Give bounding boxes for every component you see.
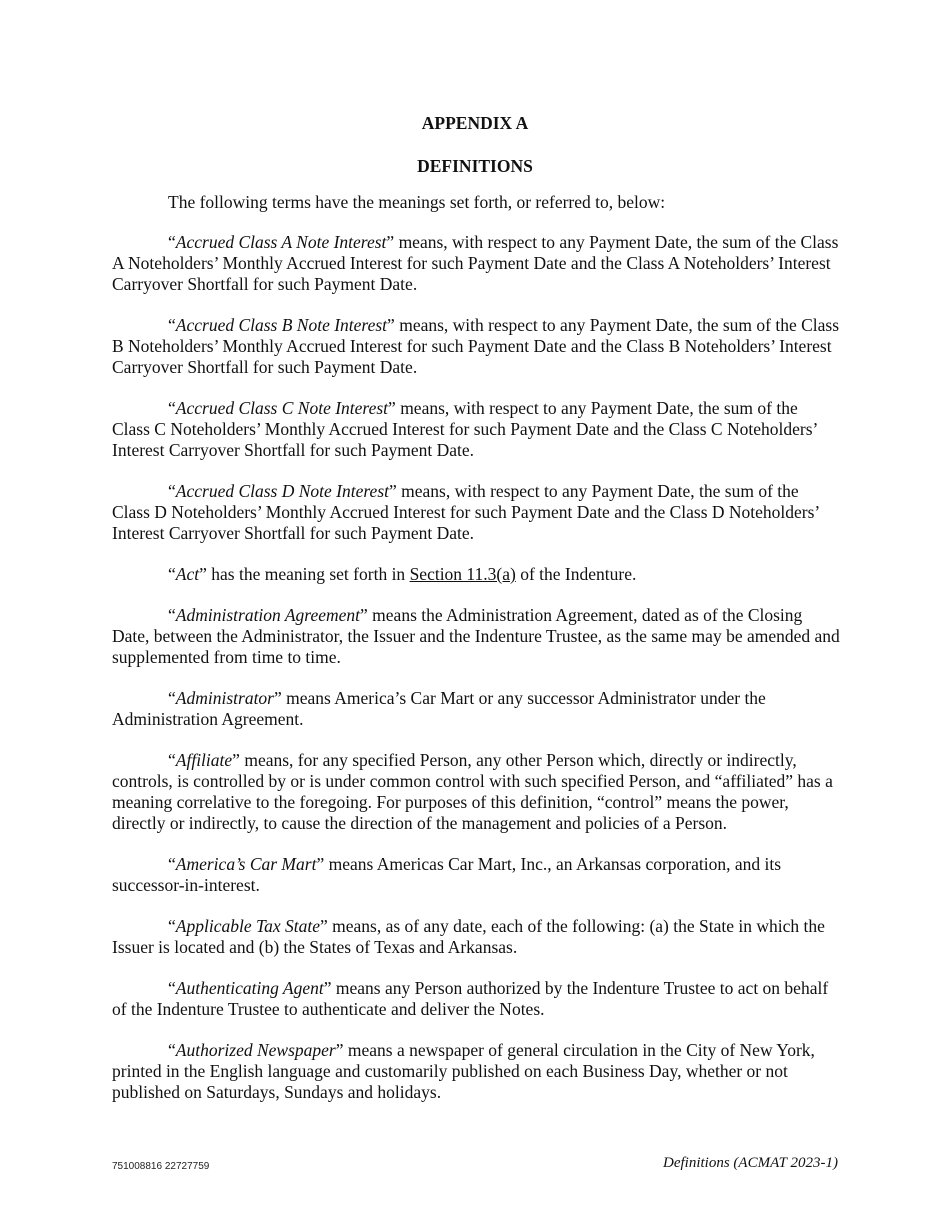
- definition-text: means, for any specified Person, any other Person which, directly or indirectly, controls, is controlled by or is under common control with such specified Person, and “affiliated” has a meaning correlative to the foregoing. For purposes of this definition, “control” means the power, directly or indirectly, to cause the direction of the management and policies of a Person.: [112, 750, 833, 833]
- definition-term: Administration Agreement: [175, 605, 361, 625]
- definition-text: means, as of any date, each of the following: (a) the State in which the Issuer is located and (b) the States of Texas and Arkansas.: [112, 916, 825, 957]
- document-id-footer: 751008816 22727759: [112, 1161, 210, 1172]
- definition-paragraph: “Administrator” means America’s Car Mart or any successor Administrator under the Administration Agreement.: [112, 688, 766, 729]
- section-title: DEFINITIONS: [417, 156, 533, 176]
- definition-paragraph: “Administration Agreement” means the Administration Agreement, dated as of the Closing Date, between the Administrator, the Issuer and the Indenture Trustee, as the same may be amended and supplemented from time to time.: [112, 605, 840, 667]
- definition-paragraph: “Authorized Newspaper” means a newspaper of general circulation in the City of New York, printed in the English language and customarily published on each Business Day, whether or not published on Saturdays, Sundays and holidays.: [112, 1040, 815, 1102]
- appendix-title: APPENDIX A: [421, 113, 529, 133]
- definition-term: Accrued Class C Note Interest: [175, 398, 389, 418]
- definitions-list: [112, 232, 840, 1123]
- definition-term: Accrued Class A Note Interest: [175, 232, 387, 252]
- definition-paragraph: “Act” has the meaning set forth in Section 11.3(a) of the Indenture.: [168, 564, 637, 584]
- definition-paragraph: “Accrued Class C Note Interest” means, with respect to any Payment Date, the sum of the Class C Noteholders’ Monthly Accrued Interest for such Payment Date and the Class C Noteholders’ Interest Carryover Shortfall for such Payment Date.: [112, 398, 818, 460]
- definition-term: Authorized Newspaper: [175, 1040, 336, 1060]
- definition-paragraph: “America’s Car Mart” means Americas Car Mart, Inc., an Arkansas corporation, and its successor-in-interest.: [112, 854, 782, 895]
- definition-paragraph: “Affiliate” means, for any specified Person, any other Person which, directly or indirectly, controls, is controlled by or is under common control with such specified Person, and “affiliated” has a meaning correlative to the foregoing. For purposes of this definition, “control” means the power, directly or indirectly, to cause the direction of the management and policies of a Person.: [112, 750, 833, 833]
- definition-paragraph: “Accrued Class A Note Interest” means, with respect to any Payment Date, the sum of the Class A Noteholders’ Monthly Accrued Interest for such Payment Date and the Class A Noteholders’ Interest Carryover Shortfall for such Payment Date.: [112, 232, 839, 294]
- definition-text: means any Person authorized by the Indenture Trustee to act on behalf of the Indenture Trustee to authenticate and deliver the Notes.: [112, 978, 829, 1019]
- definition-text: means Americas Car Mart, Inc., an Arkansas corporation, and its successor-in-interest.: [112, 854, 782, 895]
- definition-term: Act: [175, 564, 200, 584]
- definition-text-after: of the Indenture.: [515, 564, 637, 584]
- definition-term: Administrator: [175, 688, 274, 708]
- definition-text: means the Administration Agreement, dated as of the Closing Date, between the Administrator, the Issuer and the Indenture Trustee, as the same may be amended and supplemented from time to time.: [112, 605, 840, 667]
- definition-paragraph: “Accrued Class D Note Interest” means, with respect to any Payment Date, the sum of the Class D Noteholders’ Monthly Accrued Interest for such Payment Date and the Class D Noteholders’ Interest Carryover Shortfall for such Payment Date.: [112, 481, 819, 543]
- document-title-footer: Definitions (ACMAT 2023-1): [663, 1155, 838, 1171]
- definition-paragraph: “Accrued Class B Note Interest” means, with respect to any Payment Date, the sum of the Class B Noteholders’ Monthly Accrued Interest for such Payment Date and the Class B Noteholders’ Interest Carryover Shortfall for such Payment Date.: [112, 315, 840, 377]
- definition-text: means America’s Car Mart or any successor Administrator under the Administration Agreement.: [112, 688, 766, 729]
- definition-term: Authenticating Agent: [175, 978, 324, 998]
- definition-term: America’s Car Mart: [175, 854, 317, 874]
- definition-text: means, with respect to any Payment Date, the sum of the Class C Noteholders’ Monthly Accrued Interest for such Payment Date and the Class C Noteholders’ Interest Carryover Shortfall for such Payment Date.: [112, 398, 818, 460]
- definition-text: means, with respect to any Payment Date, the sum of the Class A Noteholders’ Monthly Accrued Interest for such Payment Date and the Class A Noteholders’ Interest Carryover Shortfall for such Payment Date.: [112, 232, 839, 294]
- section-reference-link[interactable]: Section 11.3(a): [409, 564, 516, 584]
- definition-term: Affiliate: [175, 750, 233, 770]
- definition-text: means a newspaper of general circulation in the City of New York, printed in the English language and customarily published on each Business Day, whether or not published on Saturdays, Sundays and holidays.: [112, 1040, 815, 1102]
- definition-text: means, with respect to any Payment Date, the sum of the Class D Noteholders’ Monthly Accrued Interest for such Payment Date and the Class D Noteholders’ Interest Carryover Shortfall for such Payment Date.: [112, 481, 819, 543]
- definition-text: means, with respect to any Payment Date, the sum of the Class B Noteholders’ Monthly Accrued Interest for such Payment Date and the Class B Noteholders’ Interest Carryover Shortfall for such Payment Date.: [112, 315, 840, 377]
- definition-paragraph: “Authenticating Agent” means any Person authorized by the Indenture Trustee to act on behalf of the Indenture Trustee to authenticate and deliver the Notes.: [112, 978, 829, 1019]
- definition-term: Accrued Class B Note Interest: [175, 315, 388, 335]
- intro-paragraph: The following terms have the meanings set forth, or referred to, below:: [168, 192, 666, 212]
- definition-term: Applicable Tax State: [175, 916, 320, 936]
- definition-term: Accrued Class D Note Interest: [175, 481, 389, 501]
- definition-paragraph: “Applicable Tax State” means, as of any date, each of the following: (a) the State in which the Issuer is located and (b) the States of Texas and Arkansas.: [112, 916, 825, 957]
- definition-text: has the meaning set forth in: [206, 564, 410, 584]
